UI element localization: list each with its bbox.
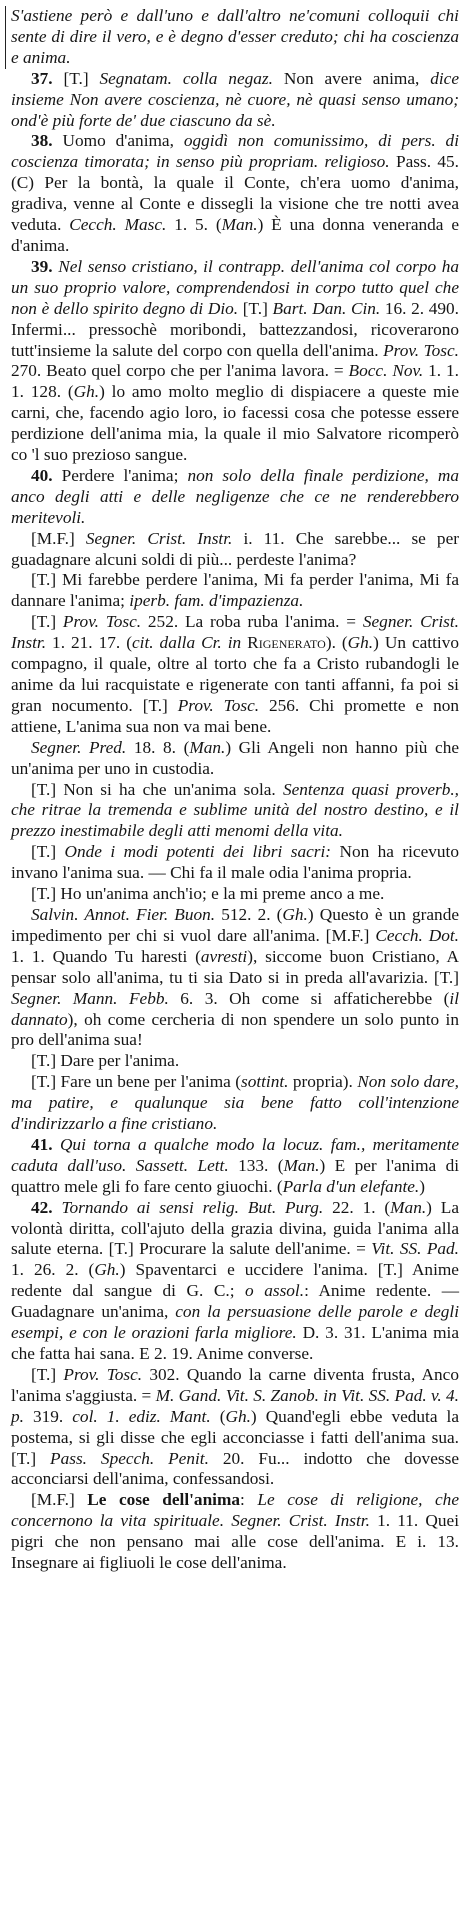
text-run: : Anime redente. — Guadagnare un'anima, xyxy=(11,1281,459,1322)
entry-paragraph xyxy=(11,780,459,843)
italic-run: avresti xyxy=(200,946,248,966)
italic-run: il dannato xyxy=(11,988,459,1029)
text-run: ) lo amo molto meglio di dispiacere a queste mie carni, che, facendo agio loro, io facessi cosa che potesse essere perdizione dell'anima mia, la quale il mio Salvatore ricomperò co 'l suo prezioso sangue. xyxy=(11,382,460,465)
italic-run: Tornando ai sensi relig. xyxy=(61,1197,239,1217)
entry-paragraph xyxy=(11,738,459,780)
italic-run: Onde i modi potenti dei libri sacri: xyxy=(64,842,332,862)
italic-run: Segner. Crist. Instr. xyxy=(231,1511,370,1531)
italic-run: Segner. Crist. Instr. xyxy=(85,528,233,548)
italic-run: col. 1. ediz. Mant. xyxy=(72,1406,211,1426)
text-run: ) Questo è un grande impedimento per chi si vuol dare all'anima. [M.F.] xyxy=(11,904,460,945)
text-run: Pass. 45. (C) Per la bontà, la quale il Conte, ch'era uomo d'anima, gradiva, venne al Conte e dissegli la visione che tre notti avea veduta. xyxy=(11,152,460,235)
italic-run: Segnatam. colla negaz. xyxy=(99,68,273,88)
text-run xyxy=(126,1156,135,1175)
italic-run: Bart. Dan. Cin. xyxy=(272,298,381,318)
text-run: [T.] Dare per l'anima. xyxy=(31,1051,180,1071)
text-run: ) Spaventarci e uccidere l'anima. [T.] Anime redente dal sangue di G. C.; xyxy=(11,1260,459,1301)
bold-run: 41. xyxy=(31,1134,60,1154)
italic-run: Man. xyxy=(221,215,258,235)
italic-run: Segner. Pred. xyxy=(31,737,127,757)
entry-paragraph xyxy=(11,69,459,132)
italic-run: Qui torna a qualche modo la locuz. fam., meritamente caduta dall'uso. xyxy=(11,1134,459,1175)
text-run: ) È una donna veneranda e d'anima. xyxy=(11,215,459,255)
text-run: [T.] xyxy=(63,68,100,88)
entry-paragraph xyxy=(5,6,459,69)
italic-run: Bocc. Nov. xyxy=(348,361,424,381)
text-run: ) Quand'egli ebbe veduta la postema, si gli disse che egli acconciasse i fatti dell'anima sua. [T.] xyxy=(11,1406,460,1468)
text-run: D. 3. 31. L'anima mia che fatta hai sana. E 2. 19. Anime converse. xyxy=(11,1323,459,1363)
entry-paragraph xyxy=(11,612,459,737)
text-run: [T.] xyxy=(31,1364,64,1384)
italic-run: Prov. Tosc. xyxy=(383,340,459,360)
entry-paragraph xyxy=(11,529,459,571)
bold-run: 38. xyxy=(31,131,63,151)
italic-run: Cecch. Masc. xyxy=(69,215,167,235)
text-run: 1. 26. 2. ( xyxy=(11,1260,95,1280)
text-run: i. 11. Che sarebbe... se per guadagnare alcuni soldi di più... perdeste l'anima? xyxy=(11,528,459,569)
italic-run: dice insieme Non avere coscienza, nè cuore, nè quasi senso umano; ond'è più forte de' due ciascuno da sè. xyxy=(11,68,460,130)
italic-run: Gh. xyxy=(225,1406,251,1426)
italic-run: M. Gand. Vit. S. Zanob. in Vit. SS. Pad. v. 4. p. xyxy=(11,1385,459,1426)
italic-run: Segner. Crist. Instr. xyxy=(11,612,459,653)
text-run: [T.] Fare un bene per l'anima ( xyxy=(31,1072,241,1092)
text-run: 252. La roba ruba l'anima. = xyxy=(141,612,363,632)
italic-run: non solo della finale perdizione, ma anco degli atti e delle negligenze che ce ne renderebbero meritevoli. xyxy=(11,465,460,527)
text-run: 20. Fu... indotto che dovesse acconciarsi dell'anima, confessandosi. xyxy=(11,1448,459,1489)
bold-run: 42. xyxy=(31,1197,62,1217)
text-run: 16. 2. 490. Infermi... pressochè moribondi, battezzandosi, ricoverarono tutt'insieme la salute del corpo con quella dell'anima. xyxy=(11,298,459,360)
text-run: 1. 1. Quando Tu haresti ( xyxy=(11,946,201,966)
text-run: ) Gli Angeli non hanno più che un'anima per uno in custodia. xyxy=(11,737,460,778)
italic-run: But. Purg. xyxy=(247,1197,324,1217)
text-run: 256. Chi promette e non attiene, L'anima sua non va mai bene. xyxy=(11,695,459,736)
text-run: Non avere anima, xyxy=(272,68,431,88)
text-run: 18. 8. ( xyxy=(126,737,190,757)
italic-run: Le cose di religione, che concernono la vita spirituale. xyxy=(11,1490,459,1531)
entry-paragraph xyxy=(11,1365,459,1490)
italic-run: o assol. xyxy=(245,1281,305,1301)
italic-run: con la persuasione delle parole e degli esempi, e con le orazioni farla migliore. xyxy=(11,1302,459,1343)
text-run: 6. 3. Oh come si affaticherebbe ( xyxy=(168,988,450,1008)
italic-run: Gh. xyxy=(73,382,100,402)
italic-run: Man. xyxy=(189,737,226,757)
entry-paragraph xyxy=(11,1490,459,1574)
text-run: [T.] Mi farebbe perdere l'anima, Mi fa perder l'anima, Mi fa dannare l'anima; xyxy=(11,570,459,611)
italic-run: Nel senso cristiano, il contrapp. dell'anima col corpo ha un suo proprio valore, comprendendosi in corpo tutto quel che non è dello spirito degno di Dio. xyxy=(11,256,460,318)
text-run: ) E per l'anima di quattro mele gli fo fare cento giuochi. ( xyxy=(11,1155,460,1196)
text-run: [T.] Ho un'anima anch'io; e la mi preme anco a me. xyxy=(31,884,385,904)
italic-run: Sassett. Lett. xyxy=(135,1155,229,1175)
bold-run: 40. xyxy=(31,465,62,485)
italic-run: oggidì non comunissimo, di pers. di coscienza timorata; in senso più propriam. religioso. xyxy=(11,131,459,172)
italic-run: S'astiene però e dall'uno e dall'altro ne'comuni colloquii chi sente di dire il vero, e è degno d'esser creduto; chi ha coscienza e anima. xyxy=(11,6,459,67)
entry-paragraph xyxy=(11,905,459,1051)
smallcaps-run: Rigenerato xyxy=(247,633,326,653)
text-run: [T.] Non si ha che un'anima sola. xyxy=(31,779,283,799)
text-run: [T.] xyxy=(31,842,65,862)
italic-run: Gh. xyxy=(347,633,374,653)
entry-paragraph xyxy=(11,131,459,256)
text-run: 1. 11. Quei pigri che non pensano mai alle cose dell'anima. E i. 13. Insegnare ai figliuoli le cose dell'anima. xyxy=(11,1511,459,1573)
italic-run: Man. xyxy=(390,1197,427,1217)
italic-run: iperb. fam. d'impazienza. xyxy=(129,591,304,611)
entry-paragraph xyxy=(11,884,459,905)
text-run: [T.] xyxy=(238,298,273,318)
text-run: 1. 21. 17. ( xyxy=(46,633,132,653)
text-run: 302. Quando la carne diventa frusta, Anco l'anima s'aggiusta. = xyxy=(11,1364,459,1405)
italic-run: Salvin. Annot. Fier. Buon. xyxy=(31,904,216,924)
text-run: 1. 1. 1. 128. ( xyxy=(11,361,459,402)
entry-paragraph xyxy=(11,1198,459,1365)
text-run: [T.] xyxy=(31,612,63,632)
italic-run: sottint. xyxy=(240,1072,289,1092)
text-run: 512. 2. ( xyxy=(215,904,283,924)
italic-run: Parla d'un elefante. xyxy=(282,1176,420,1196)
entry-paragraph xyxy=(11,1051,459,1072)
text-run: ) La volontà diritta, coll'ajuto della grazia divina, guida l'anima alla salute eterna. [T.] Procurare la salute dell'anime. = xyxy=(11,1197,459,1259)
italic-run: Gh. xyxy=(94,1260,120,1280)
text-run: [M.F.] xyxy=(31,1490,88,1510)
text-run: 319. xyxy=(23,1406,73,1426)
text-run: Non ha ricevuto invano l'anima sua. — Chi fa il male odia l'anima propria. xyxy=(11,842,459,883)
text-run: 270. Beato quel corpo che per l'anima lavora. = xyxy=(11,361,349,381)
italic-run: Sentenza quasi proverb., che ritrae la tremenda e sublime unità del nostro destino, e il prezzo inestimabile degli atti menomi della vita. xyxy=(11,779,460,841)
entry-paragraph xyxy=(11,257,459,466)
italic-run: Man. xyxy=(283,1155,320,1175)
bold-run: 37. xyxy=(31,68,64,88)
bold-run: 39. xyxy=(31,256,59,276)
entry-paragraph xyxy=(11,1072,459,1135)
italic-run: Gh. xyxy=(282,904,308,924)
bold-run: Le cose dell'anima xyxy=(87,1490,241,1510)
entry-paragraph xyxy=(11,466,459,529)
text-run: ). ( xyxy=(325,633,348,653)
text-run: propria). xyxy=(288,1072,358,1092)
text-run: ), oh come cercheria di non spendere un solo punto in pro dell'anima sua! xyxy=(11,1009,459,1050)
text-run: ) Un cattivo compagno, il quale, oltre al torto che fa a Cristo rubandogli le anime da lui racquistate e rigenerate con tanti affanni, fa poi si gran nocumento. [T.] xyxy=(11,633,459,715)
italic-run: Prov. Tosc. xyxy=(62,612,142,632)
entry-paragraph xyxy=(11,842,459,884)
text-run: ( xyxy=(210,1406,226,1426)
entry-paragraph xyxy=(11,1135,459,1198)
italic-run: Segner. Mann. Febb. xyxy=(11,988,169,1008)
text-run: 1. 5. ( xyxy=(166,215,222,235)
text-run: : xyxy=(240,1490,258,1510)
italic-run: Vit. SS. Pad. xyxy=(371,1239,459,1259)
italic-run: cit. dalla Cr. in xyxy=(131,633,242,653)
italic-run: Pass. Specch. Penit. xyxy=(50,1448,209,1468)
text-run: Perdere l'anima; xyxy=(61,465,188,485)
italic-run: Prov. Tosc. xyxy=(63,1364,143,1384)
text-run: ), siccome buon Cristiano, A pensar solo all'anima, tu ti sia Dato si in preda all'avarizia. [T.] xyxy=(11,946,459,987)
text-run xyxy=(239,1198,248,1217)
text-run: ) xyxy=(419,1176,426,1196)
text-run: 22. 1. ( xyxy=(323,1197,391,1217)
text-run: Uomo d'anima, xyxy=(62,131,184,151)
text-run: [M.F.] xyxy=(31,528,86,548)
italic-run: Non solo dare, ma patire, e qualunque sia bene fatto coll'intenzione d'indirizzarlo a fine cristiano. xyxy=(11,1072,459,1134)
text-run: 133. ( xyxy=(228,1155,284,1175)
italic-run: Prov. Tosc. xyxy=(177,695,260,715)
entry-paragraph xyxy=(11,570,459,612)
italic-run: Cecch. Dot. xyxy=(375,925,459,945)
